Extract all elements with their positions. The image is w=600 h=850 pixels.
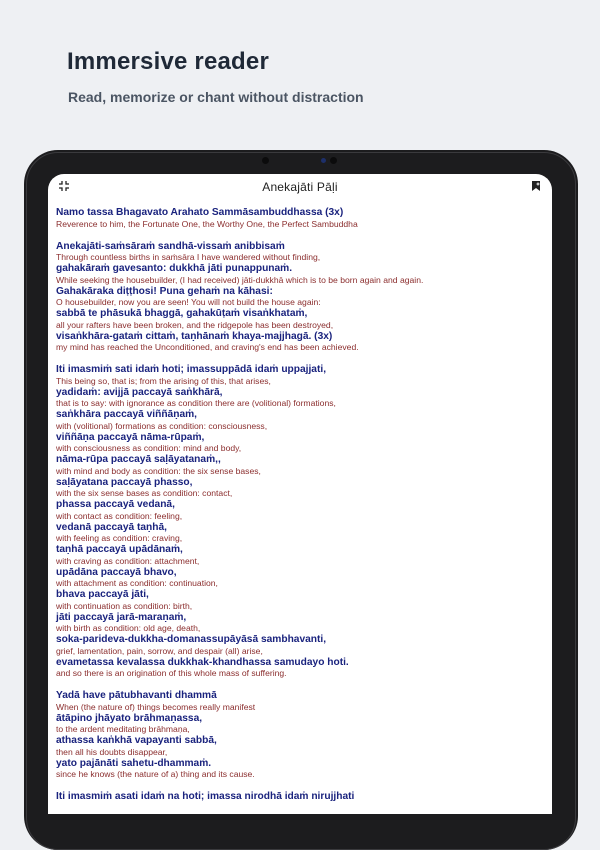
pali-line: phassa paccayā vedanā, [56, 499, 175, 510]
translation-line: then all his doubts disappear, [56, 746, 168, 757]
pali-line: vedanā paccayā taṇhā, [56, 521, 167, 533]
verse-paragraph [56, 690, 546, 780]
sensor-icon [262, 157, 269, 164]
pali-line: upādāna paccayā bhavo, [56, 566, 177, 578]
pali-line: saḷāyatana paccayā phasso, [56, 476, 193, 488]
verse-paragraph [56, 241, 546, 354]
translation-line: with birth as condition: old age, death, [56, 623, 201, 633]
translation-line: since he knows (the nature of a) thing and its cause. [56, 769, 255, 779]
reader-toolbar [48, 174, 552, 200]
translation-line: with attachment as condition: continuation, [56, 578, 218, 588]
translation-line: to the ardent meditating brāhmaṇa, [56, 724, 190, 734]
translation-line: This being so, that is; from the arising of this, that arises, [56, 375, 271, 386]
pali-line: yadidaṁ: avijjā paccayā saṅkhārā, [56, 386, 223, 398]
pali-line: jāti paccayā jarā-maraṇaṁ, [56, 611, 187, 623]
promo-subtitle: Read, memorize or chant without distraction [68, 89, 364, 105]
pali-line: yato pajānāti sahetu-dhammaṁ. [56, 757, 212, 769]
translation-line: Through countless births in saṁsāra I have wandered without finding, [56, 252, 321, 262]
pali-line: gahakāraṁ gavesanto: dukkhā jāti punappunaṁ. [56, 263, 293, 274]
reader-content [56, 207, 546, 802]
pali-line: sabbā te phāsukā bhaggā, gahakūṭaṁ visaṅkhataṁ, [56, 308, 308, 319]
translation-line: and so there is an origination of this whole mass of suffering. [56, 668, 287, 678]
promo-title: Immersive reader [67, 48, 269, 75]
pali-line: Namo tassa Bhagavato Arahato Sammāsambuddhassa (3x) [56, 207, 344, 218]
sensor-icon [330, 157, 337, 164]
pali-line: taṇhā paccayā upādānaṁ, [56, 544, 183, 555]
pali-line: ātāpino jhāyato brāhmaṇassa, [56, 712, 203, 724]
translation-line: Reverence to him, the Fortunate One, the Worthy One, the Perfect Sambuddha [56, 218, 358, 229]
pali-line: soka-parideva-dukkha-domanassupāyāsā sambhavanti, [56, 634, 327, 645]
bookmark-icon[interactable] [530, 180, 542, 192]
translation-line: When (the nature of) things becomes really manifest [56, 701, 256, 712]
translation-line: O housebuilder, now you are seen! You will not build the house again: [56, 297, 321, 307]
translation-line: with feeling as condition: craving, [56, 533, 183, 543]
translation-line: with (volitional) formations as condition: consciousness, [56, 420, 268, 431]
translation-line: that is to say: with ignorance as condition there are (volitional) formations, [56, 398, 336, 408]
translation-line: with the six sense bases as condition: contact, [56, 488, 233, 498]
translation-line: with contact as condition: feeling, [56, 510, 183, 521]
reader-title: Anekajāti Pāḷi [262, 180, 338, 194]
reader-screen [48, 174, 552, 814]
verse-paragraph [56, 207, 546, 230]
pali-line: athassa kaṅkhā vapayanti sabbā, [56, 735, 217, 746]
translation-line: While seeking the housebuilder, (I had received) jāti-dukkhā which is to be born again and again. [56, 274, 424, 285]
pali-line: Yadā have pātubhavanti dhammā [56, 690, 217, 701]
translation-line: with continuation as condition: birth, [56, 600, 193, 611]
verse-paragraph [56, 364, 546, 679]
pali-line: Iti imasmiṁ sati idaṁ hoti; imassuppādā idaṁ uppajjati, [56, 364, 327, 375]
translation-line: grief, lamentation, pain, sorrow, and despair (all) arise, [56, 645, 263, 656]
pali-line: viññāṇa paccayā nāma-rūpaṁ, [56, 431, 205, 443]
pali-line: saṅkhāra paccayā viññāṇaṁ, [56, 409, 198, 420]
translation-line: all your rafters have been broken, and the ridgepole has been destroyed, [56, 319, 334, 330]
pali-line: nāma-rūpa paccayā saḷāyatanaṁ,, [56, 454, 221, 465]
pali-line: Iti imasmiṁ asati idaṁ na hoti; imassa nirodhā idaṁ nirujjhati [56, 791, 355, 802]
translation-line: with mind and body as condition: the six sense bases, [56, 465, 261, 476]
pali-line: bhava paccayā jāti, [56, 589, 149, 600]
pali-line: visaṅkhāra-gataṁ cittaṁ, taṇhānaṁ khaya-majjhagā. (3x) [56, 330, 333, 342]
pali-line: Anekajāti-saṁsāraṁ sandhā-vissaṁ anibbisaṁ [56, 240, 285, 252]
pali-line: Gahakāraka diṭṭhosi! Puna gehaṁ na kāhasi: [56, 285, 273, 297]
translation-line: my mind has reached the Unconditioned, and craving's end has been achieved. [56, 342, 359, 352]
translation-line: with consciousness as condition: mind and body, [56, 443, 242, 453]
translation-line: with craving as condition: attachment, [56, 555, 200, 566]
pali-line: evametassa kevalassa dukkhak-khandhassa samudayo hoti. [56, 656, 349, 668]
camera-icon [321, 158, 326, 163]
